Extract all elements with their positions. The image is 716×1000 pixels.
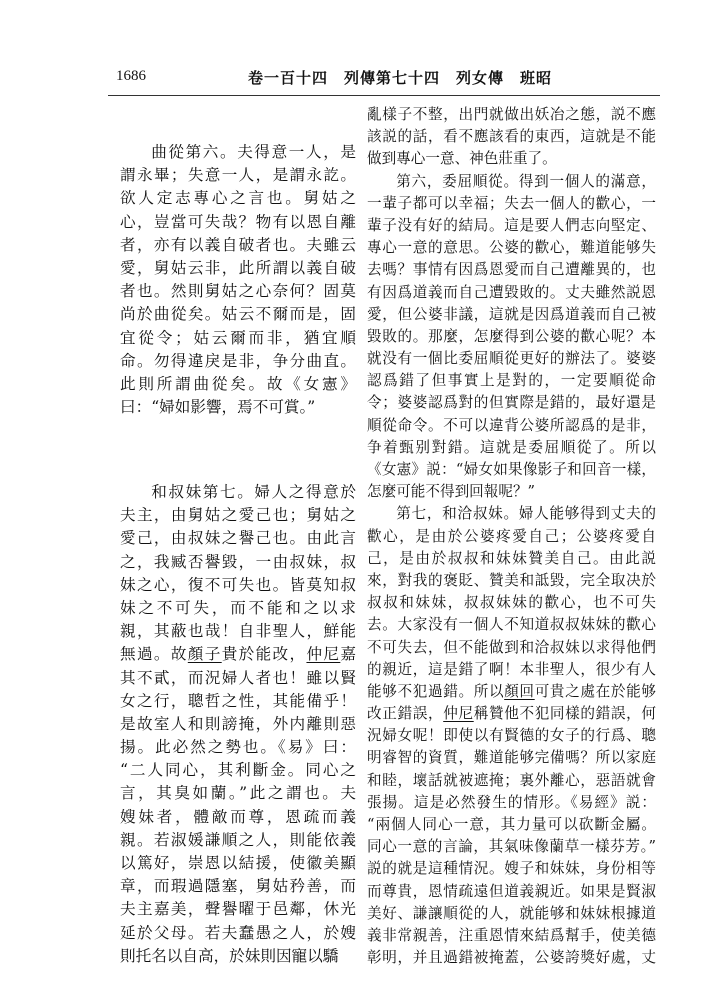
text-line: 延於父母。若夫蠢愚之人，於嫂 xyxy=(120,923,356,942)
text-line: 不可失去，但不能做到和洽叔妹以求得他們 xyxy=(367,638,656,656)
text-line: 尚於曲從矣。姑云不爾而是，固 xyxy=(120,305,356,324)
proper-name-underline: 仲尼 xyxy=(443,705,474,723)
text-line: 來，對我的褒貶、贊美和詆毀，完全取决於 xyxy=(367,571,656,589)
paragraph xyxy=(367,503,656,969)
text-line: 妹之不可失，而不能和之以求 xyxy=(120,598,356,617)
text-line: 同心一意的言論，其氣味像蘭草一樣芬芳。” xyxy=(367,838,656,856)
text-line: 命。勿得違戾是非，争分曲直。 xyxy=(120,351,356,370)
text-line: 張揚。這是必然發生的情形。《易經》説： xyxy=(367,793,656,811)
proper-name-underline: 顏子 xyxy=(187,645,222,664)
text-line: 第七，和洽叔妹。婦人能够得到丈夫的 xyxy=(396,505,656,523)
text-line: 義非常親善，注重恩情來結爲幫手，使美德 xyxy=(367,926,656,944)
text-line: 愛，舅姑云非，此所謂以義自破 xyxy=(120,258,356,277)
text-line: 者，亦有以義自破者也。夫雖云 xyxy=(120,235,356,254)
text-line: 言，其臭如蘭。”此之謂也。夫 xyxy=(120,784,356,803)
text-line: 愛，但公婆非議，這就是因爲道義而自己被 xyxy=(367,305,656,323)
text-line: 己，是由於叔叔和妹妹贊美自己。由此説 xyxy=(367,549,656,567)
text-line: 之，我臧否譽毀，一由叔妹，叔 xyxy=(120,552,356,571)
text-line: 親，其蔽也哉！自非聖人，鮮能 xyxy=(120,622,356,641)
text-line: 的親近，這是錯了啊！本非聖人，很少有人 xyxy=(367,660,656,678)
text-line: 揚。此必然之勢也。《易》曰： xyxy=(120,738,356,757)
text-line: 叔叔和妹妹，叔叔妹妹的歡心，也不可失 xyxy=(367,594,656,612)
text-line: 宜從令；姑云爾而非，猶宜順 xyxy=(120,328,356,347)
text-line: 曰：“婦如影響，焉不可賞。” xyxy=(120,398,316,417)
text-line: 亂樣子不整，出門就做出妖冶之態，説不應 xyxy=(367,106,656,123)
text-line: 而尊貴，恩情疏遠但道義親近。如果是賢淑 xyxy=(367,882,656,900)
text-line: 其不貳，而況婦人者也！雖以賢 xyxy=(120,668,356,687)
text-line: 有因爲道義而自己遭毀敗的。丈夫雖然説恩 xyxy=(367,283,656,301)
header-rule xyxy=(108,95,660,96)
text-line: 者也。然則舅姑之心奈何？固莫 xyxy=(120,282,356,301)
text-line: 説的就是這種情況。嫂子和妹妹，身份相等 xyxy=(367,860,656,878)
text-line: 做到專心一意、神色莊重了。 xyxy=(367,150,557,168)
text-line: 此則所謂曲從矣。故《女憲》 xyxy=(120,374,356,393)
text-line: 一輩子都可以幸福；失去一個人的歡心，一 xyxy=(367,194,656,212)
text-line: 改正錯誤，仲尼稱贊他不犯同樣的錯誤，何 xyxy=(367,705,656,723)
text-line: 欲人定志專心之言也。舅姑之 xyxy=(120,189,356,208)
text-line: 是故室人和則謗掩，外内離則惡 xyxy=(120,714,356,733)
page-number: 1686 xyxy=(116,68,146,84)
text-line: 美好、謙讓順從的人，就能够和妹妹根據道 xyxy=(367,904,656,922)
text-line: 親。若淑媛謙順之人，則能依義 xyxy=(120,830,356,849)
text-line: 謂永畢；失意一人，是謂永訖。 xyxy=(120,166,356,185)
text-line: 去嗎？事情有因爲恩愛而自己遭離異的，也 xyxy=(367,261,656,279)
text-line: 夫主，由舅姑之愛己也；舅姑之 xyxy=(120,506,356,525)
text-line: 去。大家没有一個人不知道叔叔妹妹的歡心 xyxy=(367,616,656,634)
text-line: 令；婆婆認爲對的但實際是錯的，最好還是 xyxy=(367,394,656,412)
text-line: 争着甄别對錯。這就是委屈順從了。所以 xyxy=(367,438,656,456)
right-column xyxy=(367,104,656,969)
paragraph-heshumei xyxy=(120,481,356,968)
text-line: 則托名以自高，於妹則因寵以驕 xyxy=(120,946,339,965)
text-line: 第六，委屈順從。得到一個人的滿意， xyxy=(396,172,656,190)
text-line: 曲從第六。夫得意一人，是 xyxy=(151,143,356,161)
text-line: 認爲錯了但事實上是對的，一定要順從命 xyxy=(367,372,656,390)
text-line: 況婦女呢！即使以有賢德的女子的行爲、聰 xyxy=(367,727,656,745)
text-line: 能够不犯過錯。所以顏回可貴之處在於能够 xyxy=(367,682,656,700)
proper-name-underline: 顏回 xyxy=(504,682,535,700)
running-title: 卷一百十四 列傳第七十四 列女傳 班昭 xyxy=(248,69,553,87)
text-line: 彰明，并且過錯被掩蓋，公婆誇獎好處，丈 xyxy=(367,949,656,967)
text-line: “二人同心，其利斷金。同心之 xyxy=(120,761,356,780)
text-line: 女之行，聰哲之性，其能備乎！ xyxy=(120,691,356,710)
text-line: 怎麼可能不得到回報呢？” xyxy=(367,483,535,501)
text-line: 歡心，是由於公婆疼愛自己；公婆疼愛自 xyxy=(367,527,656,545)
paragraph xyxy=(367,104,656,171)
text-line: 順從命令。不可以違背公婆所認爲的是非， xyxy=(367,416,656,434)
text-line: 明睿智的資質，難道能够完備嗎？所以家庭 xyxy=(367,749,656,767)
text-line: 《女憲》説：“婦女如果像影子和回音一樣， xyxy=(367,461,656,478)
text-line: 和睦，壞話就被遮掩；裏外離心，惡語就會 xyxy=(367,771,656,789)
text-line: 和叔妹第七。婦人之得意於 xyxy=(151,483,356,501)
text-line: 愛己，由叔妹之譽己也。由此言 xyxy=(120,529,356,548)
text-line: 毀敗的。那麼，怎麼得到公婆的歡心呢？本 xyxy=(367,327,656,345)
text-line: 該説的話，看不應該看的東西，這就是不能 xyxy=(367,128,656,146)
paragraph-qucong xyxy=(120,141,356,419)
text-line: 專心一意的意思。公婆的歡心，難道能够失 xyxy=(367,239,656,257)
text-line: 心，豈當可失哉？物有以恩自離 xyxy=(120,212,356,231)
text-line: 嫂妹者，體敵而尊，恩疏而義 xyxy=(120,807,356,826)
text-line: 以篤好，崇恩以結援，使徽美顯 xyxy=(120,854,356,872)
text-line: 輩子没有好的結局。這是要人們志向堅定、 xyxy=(367,216,656,234)
proper-name-underline: 仲尼 xyxy=(306,645,341,664)
text-line: “兩個人同心一意，其力量可以砍斷金屬。 xyxy=(367,816,656,833)
text-line: 章，而瑕過隱塞，舅姑矜善，而 xyxy=(120,877,356,896)
text-line: 無過。故顏子貴於能改，仲尼嘉 xyxy=(120,645,356,664)
paragraph xyxy=(367,171,656,504)
text-line: 妹之心，復不可失也。皆莫知叔 xyxy=(120,575,356,594)
text-line: 就没有一個比委屈順從更好的辦法了。婆婆 xyxy=(367,350,656,368)
text-line: 夫主嘉美，聲譽曜于邑鄰，休光 xyxy=(120,900,356,919)
